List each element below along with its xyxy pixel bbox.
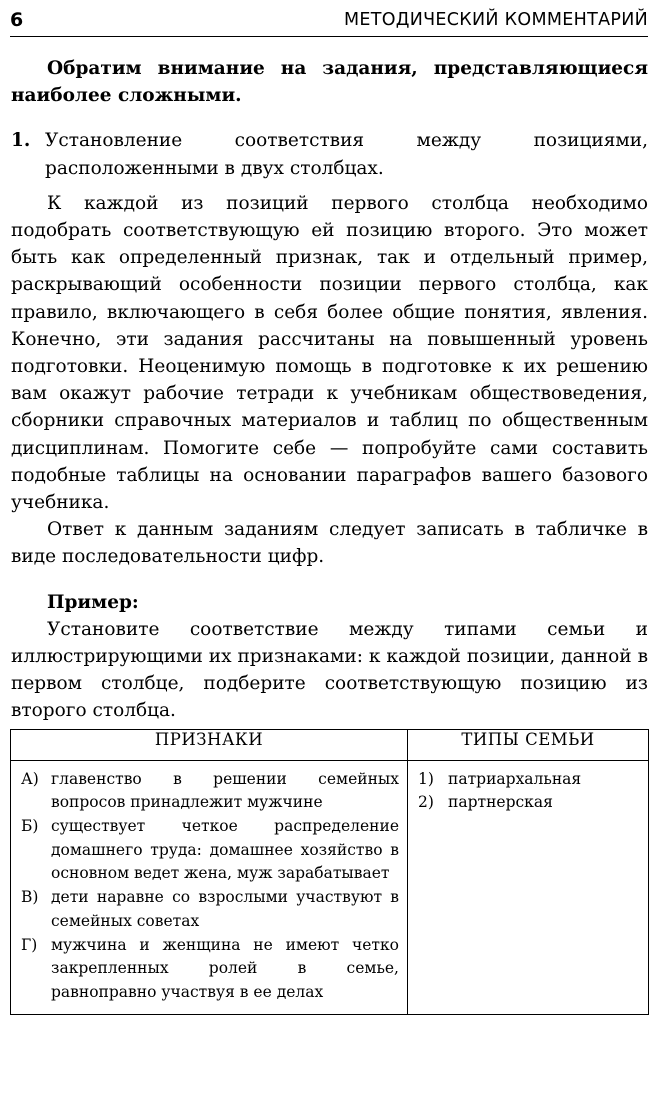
feature-text: существует четкое распределение домашнего труда: домашнее хозяйство в основном ведет жена, муж зарабатывает [51,817,399,883]
feature-marker: А) [21,769,39,788]
feature-a [21,768,399,815]
type-marker: 1) [418,769,434,788]
table-header-row [11,729,649,760]
page-content [11,55,648,1015]
matching-table [10,729,649,1015]
type-1 [418,768,640,792]
lead-paragraph: Обратим внимание на задания, представляющиеся наиболее сложными. [11,58,648,107]
types-cell [408,760,649,1014]
column-header-features: ПРИЗНАКИ [11,729,408,760]
feature-marker: Б) [21,817,39,836]
feature-text: мужчина и женщина не имеют четко закрепленных ролей в семье, равноправно участвуя в ее делах [51,935,399,1001]
features-cell [11,760,408,1014]
feature-b [21,815,399,886]
feature-text: дети наравне со взрослыми участвуют в семейных советах [51,888,399,930]
feature-g [21,934,399,1005]
table-row [11,760,649,1014]
item-title: Установление соответствия между позициями, расположенными в двух столбцах. [45,130,648,179]
type-text: патриархальная [448,769,582,788]
feature-v [21,886,399,933]
page-header [10,6,648,37]
feature-marker: Г) [21,935,38,954]
feature-marker: В) [21,888,39,907]
body-paragraph: К каждой из позиций первого столбца необходимо подобрать соответствующую ей позицию второго. Это может быть как определенный признак, так и отдельный пример, раскрывающий особенности позиции первого столбца, как правило, включающего в себя более общие понятия, явления. Конечно, эти задания рассчитаны на повышенный уровень подготовки. Неоценимую помощь в подготовке к их решению вам окажут рабочие тетради к учебникам обществоведения, сборники справочных материалов и таблиц по общественным дисциплинам. Помогите себе — попробуйте сами составить подобные таблицы на основании параграфов вашего базового учебника. [11,192,648,514]
example-label: Пример: [47,591,139,613]
type-marker: 2) [418,793,434,812]
type-2 [418,791,640,815]
feature-text: главенство в решении семейных вопросов принадлежит мужчине [51,769,399,812]
page-number: 6 [10,9,24,31]
type-text: партнерская [448,793,553,812]
body-paragraph: Ответ к данным заданиям следует записать в табличке в виде последовательности цифр. [11,519,648,568]
running-title: МЕТОДИЧЕСКИЙ КОММЕНТАРИЙ [343,10,648,30]
column-header-types: ТИПЫ СЕМЬИ [408,729,649,760]
example-task: Установите соответствие между типами семьи и иллюстрирующими их признаками: к каждой позиции, данной в первом столбце, подберите соответствующую позицию из второго столбца. [11,618,648,722]
item-1 [11,127,648,181]
item-number: 1. [11,130,31,152]
